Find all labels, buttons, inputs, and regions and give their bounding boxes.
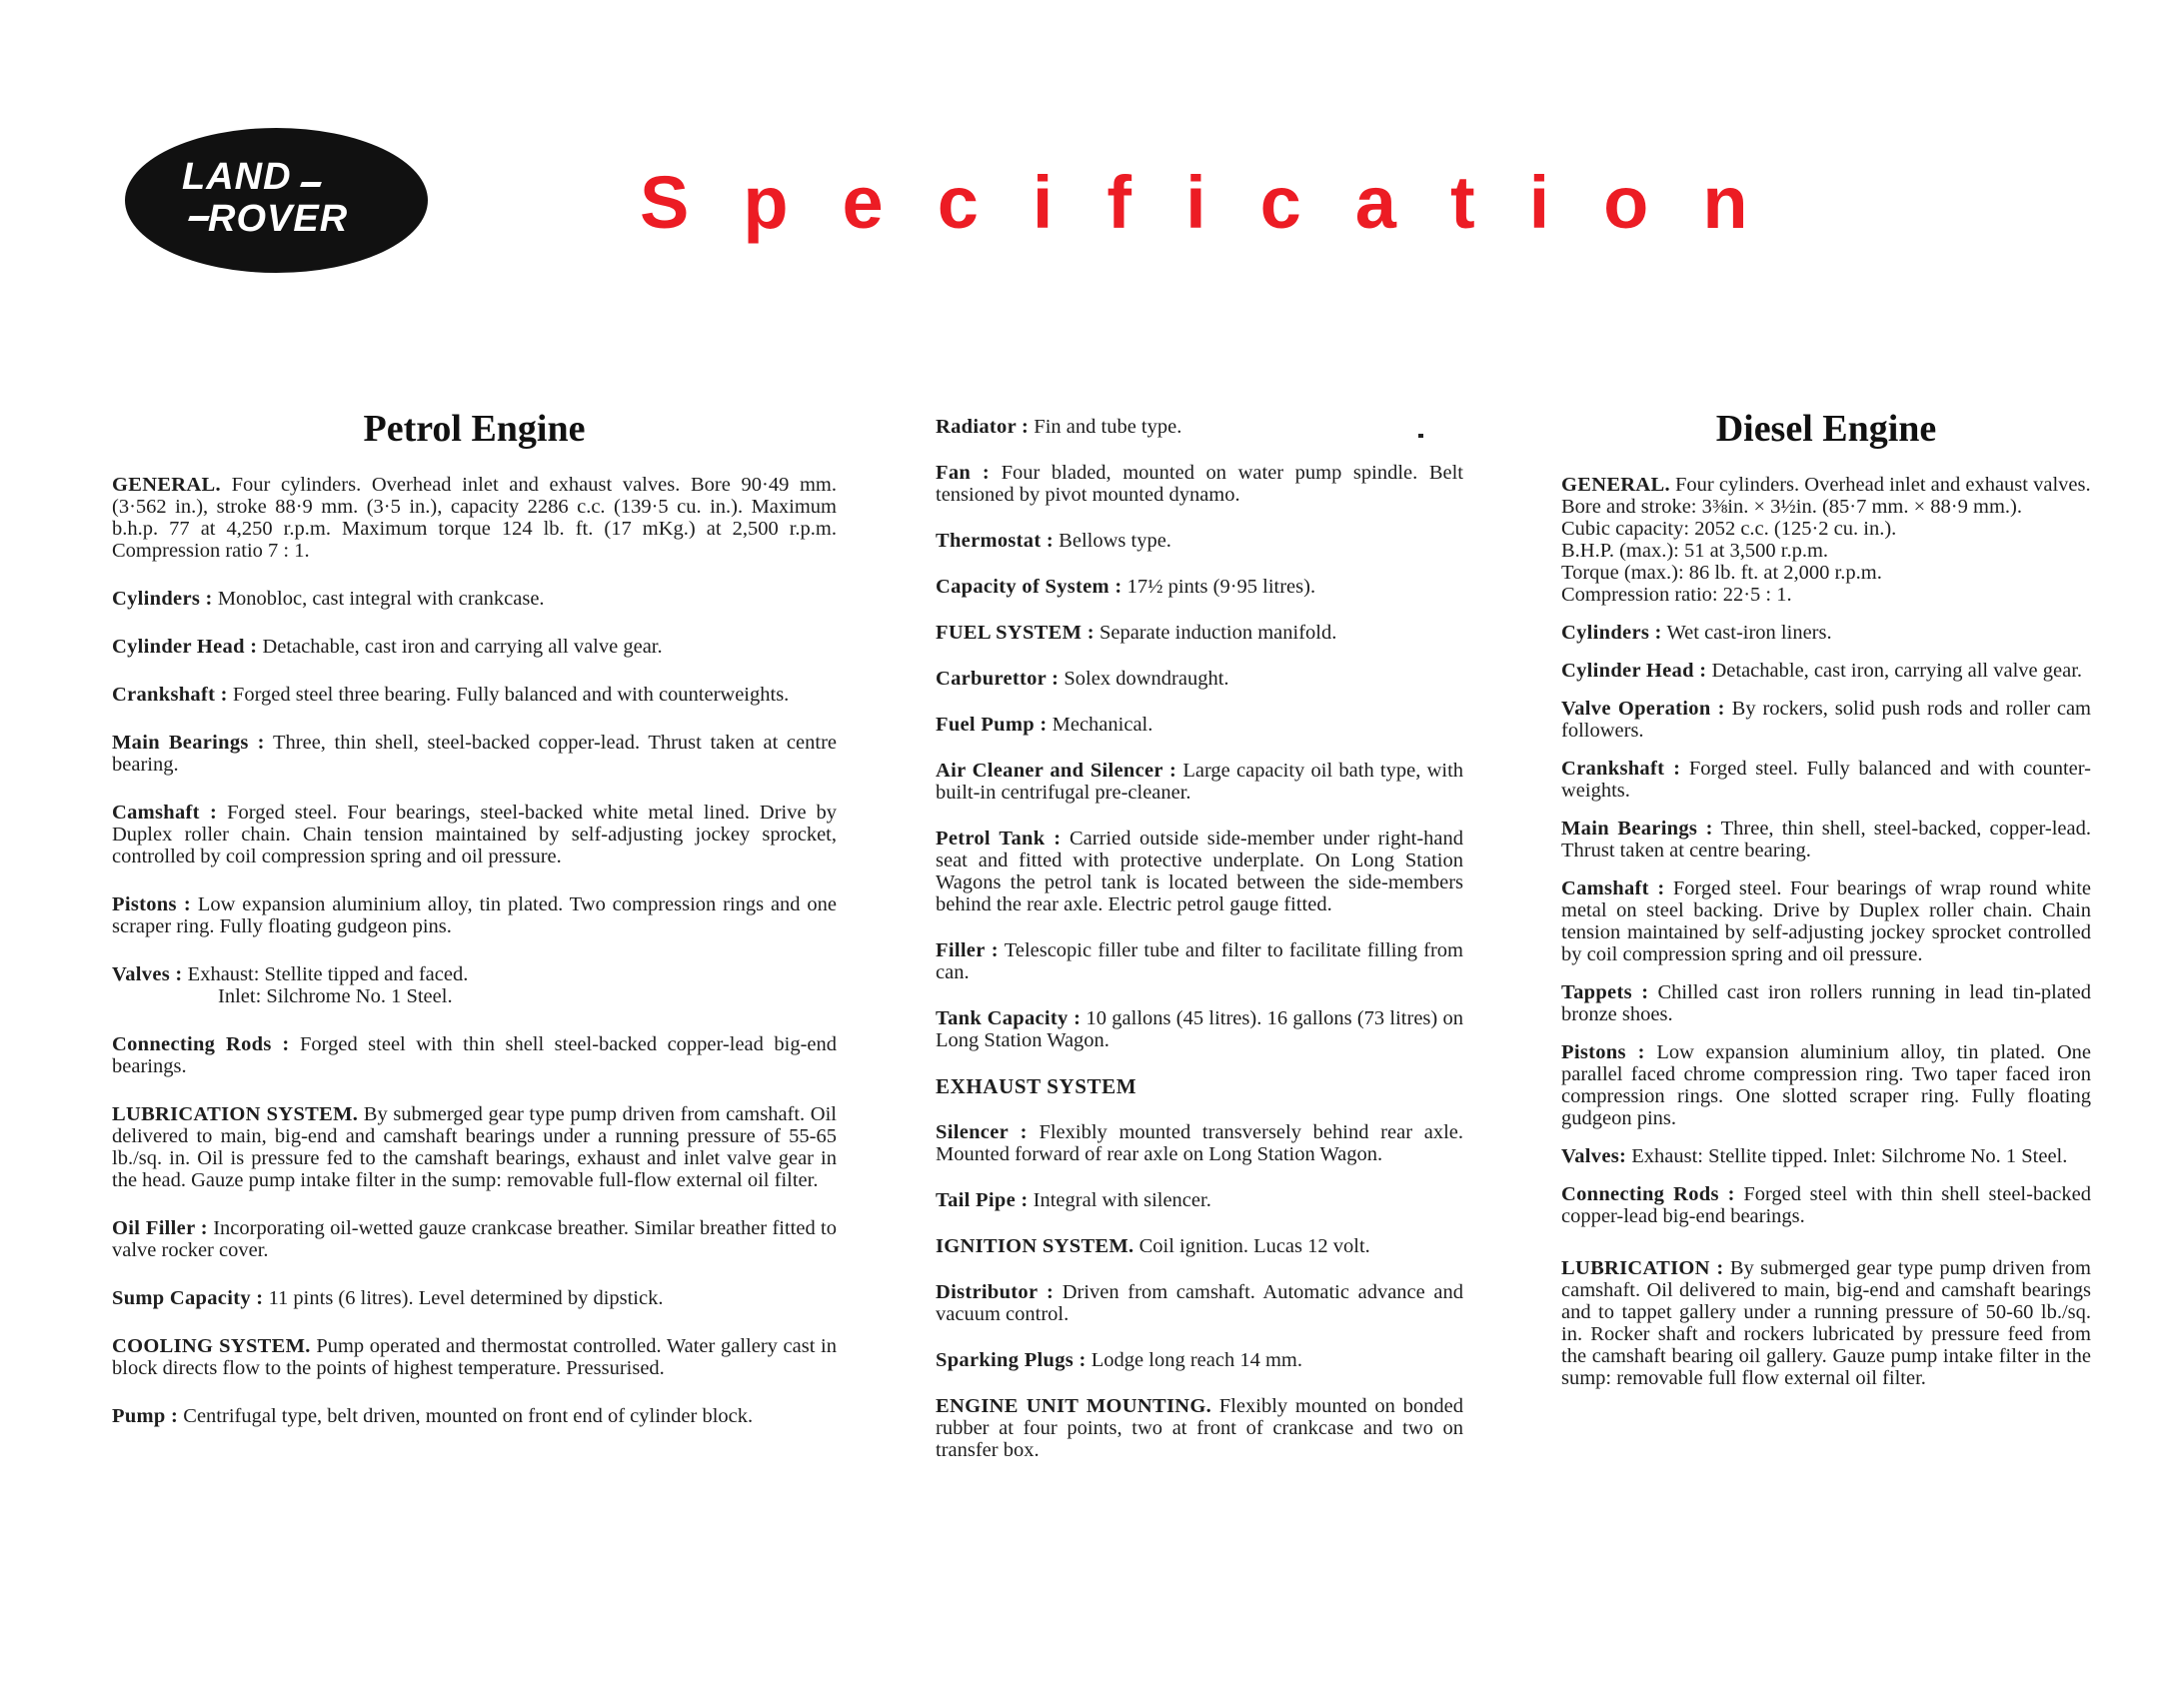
spec-petrol-tank	[936, 828, 1463, 915]
spec-text: Four bladed, mounted on water pump spindle. Belt tensioned by pivot mounted dynamo.	[936, 462, 1464, 506]
logo-dash-right	[300, 182, 322, 187]
diesel-engine-column	[1561, 410, 2091, 1405]
spec-diesel-pistons	[1561, 1041, 2091, 1129]
spec-label: Connecting Rods :	[1561, 1183, 1735, 1205]
spec-text: Centrifugal type, belt driven, mounted on front end of cylinder block.	[183, 1405, 754, 1427]
spec-sparking-plugs	[936, 1349, 1463, 1371]
spec-label: IGNITION SYSTEM.	[936, 1235, 1134, 1257]
spec-label: Carburettor :	[936, 668, 1060, 690]
petrol-engine-heading: Petrol Engine	[363, 408, 586, 450]
spec-diesel-lubrication	[1561, 1257, 2091, 1389]
spec-petrol-lubrication	[112, 1103, 837, 1191]
spec-label: Air Cleaner and Silencer :	[936, 760, 1177, 782]
spec-label: LUBRICATION :	[1561, 1257, 1724, 1279]
spec-text: By submerged gear type pump driven from camshaft. Oil delivered to main, big-end and camshaft bearings under a running pressure of 55-65 lb./sq. in. Oil is pressure fed to the camshaft bearings, exhaust and inlet valve gear in the head. Gauze pump intake filter in the sump: removable full-flow external oil filter.	[112, 1103, 837, 1191]
spec-label: Cylinder Head :	[1561, 660, 1707, 682]
spec-petrol-camshaft	[112, 802, 837, 867]
spec-text: Forged steel with thin shell steel-backed copper-lead big-end bearings.	[112, 1033, 837, 1077]
spec-text: Low expansion aluminium alloy, tin plated. Two compression rings and one scraper ring. Fully floating gudgeon pins.	[112, 893, 837, 937]
spec-text-line: Inlet: Silchrome No. 1 Steel.	[218, 985, 453, 1007]
spec-text: 10 gallons (45 litres). 16 gallons (73 litres) on Long Station Wagon.	[936, 1007, 1463, 1051]
spec-label: Tappets :	[1561, 981, 1649, 1003]
spec-label: Fan :	[936, 462, 991, 484]
spec-label: Crankshaft :	[112, 684, 228, 706]
spec-thermostat	[936, 530, 1463, 552]
spec-label: Cylinders :	[1561, 622, 1662, 644]
spec-text: By submerged gear type pump driven from camshaft. Oil delivered to main, big-end and camshaft bearings and to tappet gallery under a running pressure of 50-60 lb./sq. in. Rocker shaft and rockers lubricated by pressure feed from the camshaft bearing oil gallery. Gauze pump intake filter in the sump: removable full flow external oil filter.	[1561, 1257, 2091, 1389]
spec-label: Pistons :	[1561, 1041, 1645, 1063]
spec-text: Wet cast-iron liners.	[1666, 622, 1832, 644]
spec-petrol-valves	[112, 963, 837, 1007]
spec-radiator	[936, 416, 1463, 438]
spec-text-line: Torque (max.): 86 lb. ft. at 2,000 r.p.m.	[1561, 562, 1882, 584]
spec-text: Pump operated and thermostat controlled. Water gallery cast in block directs flow to the points of highest temperature. Pressurised.	[112, 1335, 837, 1379]
spec-label: Connecting Rods :	[112, 1033, 290, 1055]
spec-label: Silencer :	[936, 1121, 1028, 1143]
spec-text: By rockers, solid push rods and roller cam followers.	[1561, 698, 2092, 742]
spec-petrol-general	[112, 474, 837, 562]
spec-diesel-camshaft	[1561, 877, 2091, 965]
spec-label: Main Bearings :	[112, 732, 265, 754]
spec-text: Detachable, cast iron, carrying all valve gear.	[1711, 660, 2083, 682]
spec-label: Tail Pipe :	[936, 1189, 1029, 1211]
exhaust-system-heading: EXHAUST SYSTEM	[936, 1074, 1137, 1098]
spec-label: LUBRICATION SYSTEM.	[112, 1103, 359, 1125]
spec-carburettor	[936, 668, 1463, 690]
spec-petrol-main-bearings	[112, 732, 837, 776]
spec-text: Forged steel. Four bearings, steel-backed white metal lined. Drive by Duplex roller chain. Chain tension maintained by self-adjusting jockey sprocket, controlled by coil compression spring and oil pressure.	[112, 802, 837, 867]
spec-label: Cylinder Head :	[112, 636, 258, 658]
spec-fuel-pump	[936, 714, 1463, 736]
spec-diesel-crankshaft	[1561, 758, 2091, 802]
spec-label: Camshaft :	[112, 802, 218, 824]
spec-text: Flexibly mounted transversely behind rear axle. Mounted forward of rear axle on Long Station Wagon.	[936, 1121, 1463, 1165]
spec-text: Monobloc, cast integral with crankcase.	[217, 588, 545, 610]
spec-text: Incorporating oil-wetted gauze crankcase breather. Similar breather fitted to valve rocker cover.	[112, 1217, 838, 1261]
logo-dash-left	[188, 216, 210, 221]
spec-text: Mechanical.	[1052, 714, 1153, 736]
spec-air-cleaner	[936, 760, 1463, 804]
spec-text: Carried outside side-member under right-hand seat and fitted with protective underplate. On Long Station Wagons the petrol tank is located between the side-members behind the rear axle. Electric petrol gauge fitted.	[936, 828, 1463, 915]
spec-text: Exhaust: Stellite tipped. Inlet: Silchrome No. 1 Steel.	[1631, 1145, 2068, 1167]
spec-text: Forged steel. Fully balanced and with counter-weights.	[1561, 758, 2091, 802]
spec-diesel-cylinders	[1561, 622, 2091, 644]
spec-text: 11 pints (6 litres). Level determined by dipstick.	[268, 1287, 664, 1309]
spec-diesel-cylinder-head	[1561, 660, 2091, 682]
spec-label: Pump :	[112, 1405, 179, 1427]
spec-label: Sump Capacity :	[112, 1287, 264, 1309]
spec-diesel-valve-operation	[1561, 698, 2091, 742]
spec-label: Oil Filler :	[112, 1217, 208, 1239]
spec-label: Distributor :	[936, 1281, 1055, 1303]
spec-tail-pipe	[936, 1189, 1463, 1211]
spec-label: Capacity of System :	[936, 576, 1122, 598]
spec-tank-capacity	[936, 1007, 1463, 1051]
spec-diesel-valves	[1561, 1145, 2091, 1167]
spec-label: Valves :	[112, 963, 183, 985]
spec-text: Detachable, cast iron and carrying all valve gear.	[262, 636, 663, 658]
spec-label: Filler :	[936, 939, 999, 961]
spec-petrol-cylinder-head	[112, 636, 837, 658]
spec-filler	[936, 939, 1463, 983]
spec-text: Three, thin shell, steel-backed, copper-lead. Thrust taken at centre bearing.	[1561, 818, 2091, 861]
spec-distributor	[936, 1281, 1463, 1325]
spec-petrol-cylinders	[112, 588, 837, 610]
spec-petrol-pistons	[112, 893, 837, 937]
spec-petrol-connecting-rods	[112, 1033, 837, 1077]
spec-text: Forged steel with thin shell steel-backed copper-lead big-end bearings.	[1561, 1183, 2091, 1227]
spec-capacity-of-system	[936, 576, 1463, 598]
spec-label: Cylinders :	[112, 588, 213, 610]
spec-petrol-crankshaft	[112, 684, 837, 706]
spec-text: Separate induction manifold.	[1098, 622, 1337, 644]
spec-text-line: B.H.P. (max.): 51 at 3,500 r.p.m.	[1561, 540, 1829, 562]
diesel-engine-heading: Diesel Engine	[1715, 408, 1937, 450]
spec-label: Pistons :	[112, 893, 192, 915]
spec-text: Large capacity oil bath type, with built-in centrifugal pre-cleaner.	[936, 760, 1464, 804]
middle-column	[936, 416, 1463, 1485]
spec-text: 17½ pints (9·95 litres).	[1126, 576, 1316, 598]
spec-text: Low expansion aluminium alloy, tin plated. One parallel faced chrome compression ring. Two taper faced iron compression rings. One slotted scraper ring. Fully floating gudgeon pins.	[1561, 1041, 2091, 1129]
spec-text: Forged steel three bearing. Fully balanced and with counterweights.	[232, 684, 790, 706]
spec-label: Crankshaft :	[1561, 758, 1681, 780]
page-title: Specification	[640, 161, 1802, 244]
spec-engine-unit-mounting	[936, 1395, 1463, 1461]
spec-diesel-main-bearings	[1561, 818, 2091, 861]
spec-petrol-oil-filler	[112, 1217, 837, 1261]
spec-text: Chilled cast iron rollers running in lead tin-plated bronze shoes.	[1561, 981, 2092, 1025]
spec-diesel-tappets	[1561, 981, 2091, 1025]
spec-label: Fuel Pump :	[936, 714, 1048, 736]
spec-text: Driven from camshaft. Automatic advance and vacuum control.	[936, 1281, 1463, 1325]
spec-fuel-system	[936, 622, 1463, 644]
spec-text: Coil ignition. Lucas 12 volt.	[1138, 1235, 1370, 1257]
spec-petrol-cooling	[112, 1335, 837, 1379]
spec-label: Main Bearings :	[1561, 818, 1713, 840]
spec-text: Three, thin shell, steel-backed copper-lead. Thrust taken at centre bearing.	[112, 732, 837, 776]
spec-text: Solex downdraught.	[1064, 668, 1229, 690]
spec-text: Exhaust: Stellite tipped and faced.	[187, 963, 469, 985]
spec-label: Petrol Tank :	[936, 828, 1062, 850]
spec-label: Tank Capacity :	[936, 1007, 1082, 1029]
spec-ignition-system	[936, 1235, 1463, 1257]
spec-text: Forged steel. Four bearings of wrap round white metal on steel backing. Drive by Duplex roller chain. Chain tension maintained by self-adjusting jockey sprocket controlled by coil compression spring and oil pressure.	[1561, 877, 2091, 965]
logo-text-rover: ROVER	[208, 198, 349, 240]
spec-label: Radiator :	[936, 416, 1030, 438]
spec-text: Integral with silencer.	[1033, 1189, 1211, 1211]
spec-text: Lodge long reach 14 mm.	[1091, 1349, 1302, 1371]
spec-text: Four cylinders. Overhead inlet and exhaust valves. Bore 90·49 mm. (3·562 in.), stroke 88·9 mm. (3·5 in.), capacity 2286 c.c. (139·5 cu. in.). Maximum b.h.p. 77 at 4,250 r.p.m. Maximum torque 124 lb. ft. (17 mKg.) at 2,500 r.p.m. Compression ratio 7 : 1.	[112, 474, 837, 562]
spec-diesel-general	[1561, 474, 2091, 606]
spec-label: Camshaft :	[1561, 877, 1665, 899]
spec-label: GENERAL.	[1561, 474, 1670, 496]
spec-text: Fin and tube type.	[1034, 416, 1182, 438]
spec-label: GENERAL.	[112, 474, 221, 496]
spec-silencer	[936, 1121, 1463, 1165]
spec-label: Thermostat :	[936, 530, 1055, 552]
spec-label: Valves:	[1561, 1145, 1627, 1167]
spec-text-line: Bore and stroke: 3⅜in. × 3½in. (85·7 mm. × 88·9 mm.).	[1561, 496, 2022, 518]
spec-fan	[936, 462, 1463, 506]
spec-text-line: Cubic capacity: 2052 c.c. (125·2 cu. in.).	[1561, 518, 1897, 540]
spec-text: Bellows type.	[1059, 530, 1171, 552]
land-rover-logo	[125, 128, 428, 273]
spec-text-line: Compression ratio: 22·5 : 1.	[1561, 584, 1792, 606]
spec-diesel-connecting-rods	[1561, 1183, 2091, 1227]
spec-petrol-pump	[112, 1405, 837, 1427]
spec-text: Flexibly mounted on bonded rubber at four points, two at front of crankcase and two on transfer box.	[936, 1395, 1464, 1461]
spec-text: Telescopic filler tube and filter to facilitate filling from can.	[936, 939, 1464, 983]
petrol-engine-column	[112, 410, 837, 1453]
spec-text: Four cylinders. Overhead inlet and exhaust valves.	[1675, 474, 2091, 496]
spec-petrol-sump-capacity	[112, 1287, 837, 1309]
logo-text-land: LAND	[182, 156, 292, 198]
spec-label: Sparking Plugs :	[936, 1349, 1087, 1371]
spec-label: Valve Operation :	[1561, 698, 1725, 720]
spec-label: COOLING SYSTEM.	[112, 1335, 311, 1357]
spec-label: FUEL SYSTEM :	[936, 622, 1094, 644]
spec-label: ENGINE UNIT MOUNTING.	[936, 1395, 1212, 1417]
